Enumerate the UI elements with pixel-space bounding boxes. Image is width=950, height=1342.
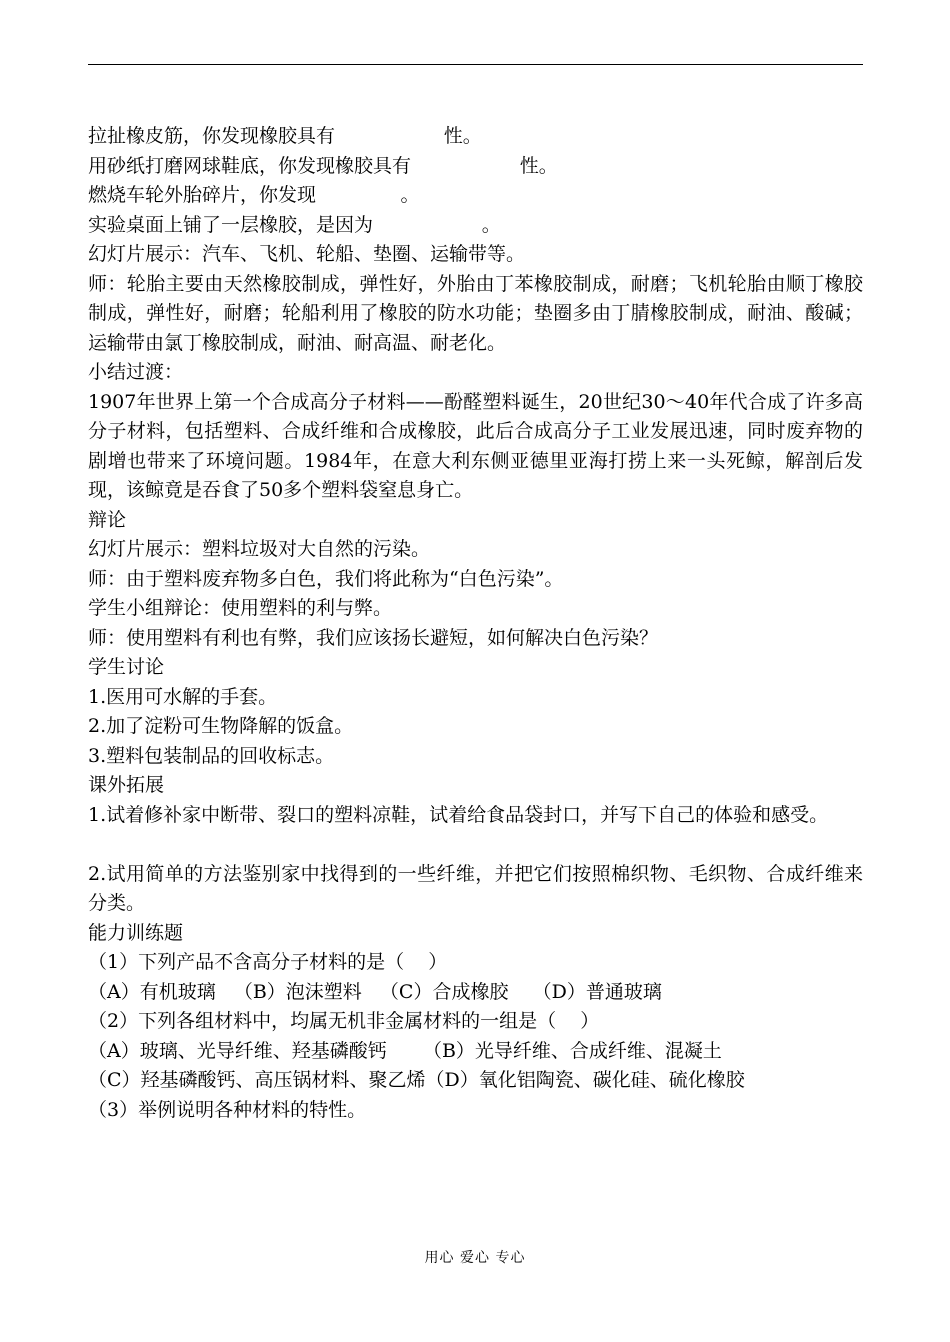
text-line: （C）羟基磷酸钙、高压锅材料、聚乙烯（D）氧化铝陶瓷、碳化硅、硫化橡胶 bbox=[88, 1069, 745, 1091]
text-line: 拉扯橡皮筋，你发现橡胶具有 性。 bbox=[88, 125, 482, 147]
text-line: 实验桌面上铺了一层橡胶，是因为 。 bbox=[88, 213, 501, 236]
text-line: 燃烧车轮外胎碎片，你发现 。 bbox=[88, 184, 420, 206]
text-line: 师：使用塑料有利也有弊，我们应该扬长避短，如何解决白色污染？ bbox=[88, 626, 659, 649]
text-line: 1907年世界上第一个合成高分子材料——酚醛塑料诞生，20世纪30～40年代合成了许多高分子材料，包括塑料、合成纤维和合成橡胶，此后合成高分子工业发展迅速，同时废弃物的剧增也带来了环境问题。1984年，在意大利东侧亚德里亚海打捞上来一头死鲸，解剖后发现，该鲸竟是吞食了50多个塑料袋窒息身亡。 bbox=[88, 390, 863, 501]
text-line: （1）下列产品不含高分子材料的是（ ） bbox=[88, 951, 448, 973]
text-line: 辩论 bbox=[88, 508, 127, 531]
text-line: 1.试着修补家中断带、裂口的塑料凉鞋，试着给食品袋封口，并写下自己的体验和感受。 bbox=[88, 803, 829, 826]
text-line: 课外拓展 bbox=[88, 774, 165, 796]
text-line: 3.塑料包装制品的回收标志。 bbox=[88, 744, 335, 767]
text-line: 师：轮胎主要由天然橡胶制成，弹性好，外胎由丁苯橡胶制成，耐磨；飞机轮胎由顺丁橡胶制成，弹性好，耐磨；轮船利用了橡胶的防水功能；垫圈多由丁腈橡胶制成，耐油、酸碱；运输带由氯丁橡胶制成，耐油、耐高温、耐老化。 bbox=[88, 272, 863, 354]
text-line: 学生讨论 bbox=[88, 656, 165, 678]
text-line: 2.试用简单的方法鉴别家中找得到的一些纤维，并把它们按照棉织物、毛织物、合成纤维来分类。 bbox=[88, 862, 863, 914]
text-line: 学生小组辩论：使用塑料的利与弊。 bbox=[88, 597, 393, 619]
text-line: 幻灯片展示：汽车、飞机、轮船、垫圈、运输带等。 bbox=[88, 243, 526, 265]
text-line: 幻灯片展示：塑料垃圾对大自然的污染。 bbox=[88, 538, 431, 560]
text-line: （A）有机玻璃 （B）泡沫塑料 （C）合成橡胶 （D）普通玻璃 bbox=[88, 980, 662, 1003]
text-line: （A）玻璃、光导纤维、羟基磷酸钙 （B）光导纤维、合成纤维、混凝土 bbox=[88, 1039, 722, 1062]
text-line: 2.加了淀粉可生物降解的饭盒。 bbox=[88, 715, 354, 737]
header-rule bbox=[88, 64, 863, 65]
text-line: （3）举例说明各种材料的特性。 bbox=[88, 1098, 367, 1121]
text-line: 小结过渡： bbox=[88, 361, 184, 383]
document-body bbox=[88, 122, 863, 1125]
page-footer: 用心 爱心 专心 bbox=[424, 1250, 526, 1266]
text-line: 师：由于塑料废弃物多白色，我们将此称为“白色污染”。 bbox=[88, 567, 564, 590]
text-line: 能力训练题 bbox=[88, 921, 184, 944]
text-line: （2）下列各组材料中，均属无机非金属材料的一组是（ ） bbox=[88, 1010, 600, 1032]
text-line: 用砂纸打磨网球鞋底，你发现橡胶具有 性。 bbox=[88, 154, 558, 177]
text-line: 1.医用可水解的手套。 bbox=[88, 685, 278, 708]
